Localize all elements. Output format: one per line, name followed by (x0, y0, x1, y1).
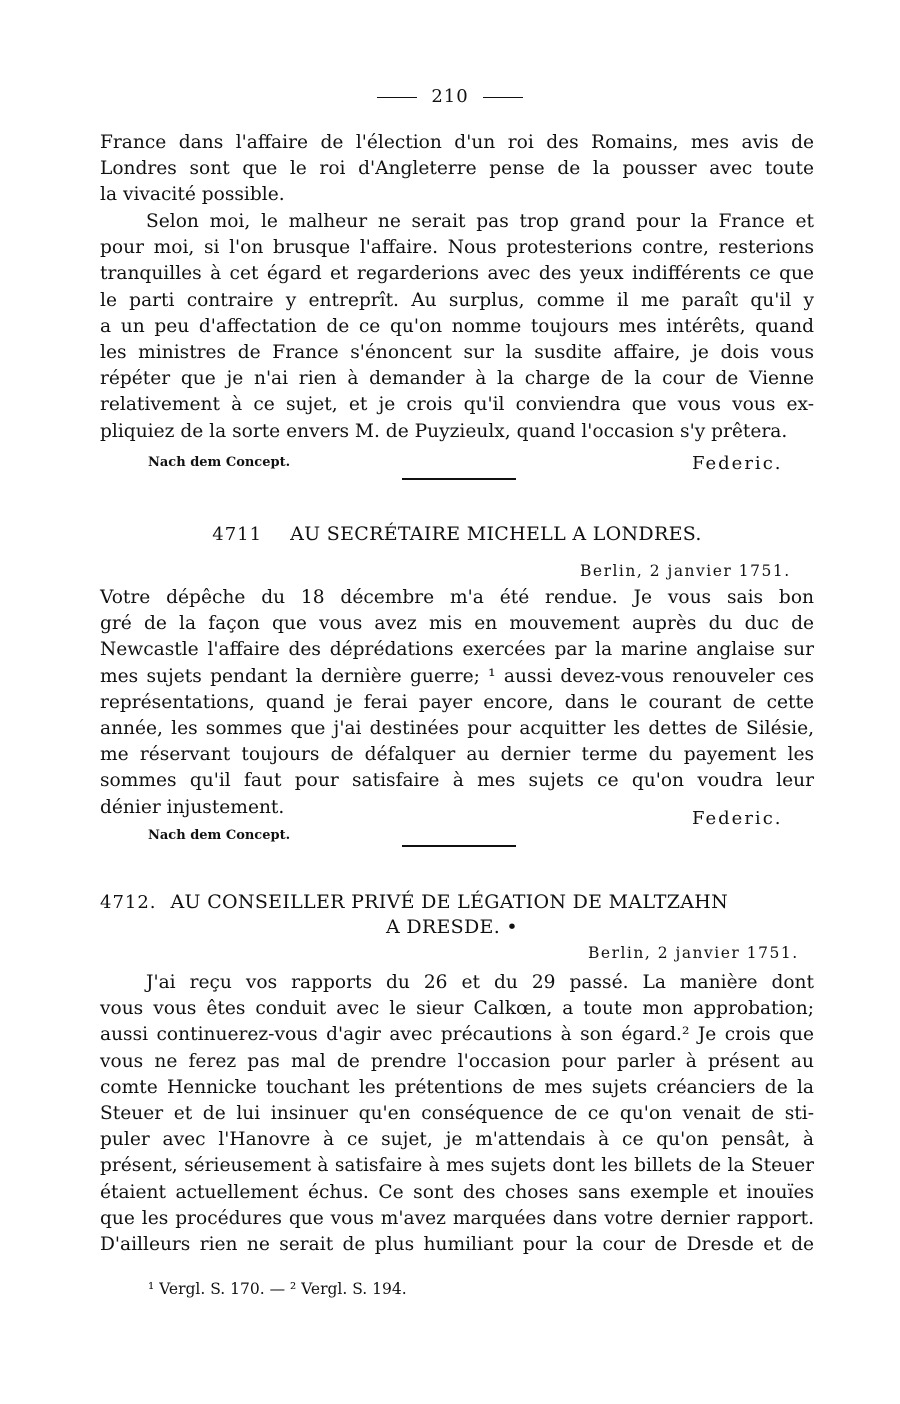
letter-number: 4712. (100, 892, 157, 913)
page-number: 210 (431, 86, 469, 107)
text-line: présent, sérieusement à satisfaire à mes sujets dont les billets de la Steuer (100, 1155, 814, 1177)
text-line: gré de la façon que vous avez mis en mouvement auprès du duc de (100, 613, 814, 635)
header-rule-left (377, 97, 417, 98)
text-line: Votre dépêche du 18 décembre m'a été rendue. Je vous sais bon (100, 587, 814, 608)
footnotes: ¹ Vergl. S. 170. — ² Vergl. S. 194. (148, 1280, 407, 1298)
letter-title: AU SECRÉTAIRE MICHELL A LONDRES. (290, 523, 702, 545)
text-line: France dans l'affaire de l'élection d'un roi des Romains, mes avis de (100, 132, 814, 153)
text-line: année, les sommes que j'ai destinées pour acquitter les dettes de Silésie, (100, 718, 814, 740)
source-note: Nach dem Concept. (148, 455, 291, 470)
text-line: pliquiez de la sorte envers M. de Puyzieulx, quand l'occasion s'y prêtera. (100, 420, 788, 442)
signature: Federic. (692, 808, 783, 829)
text-line: Steuer et de lui insinuer qu'en conséquence de ce qu'on venait de sti- (100, 1103, 814, 1125)
text-line: vous vous êtes conduit avec le sieur Calkœn, a toute mon approbation; (100, 998, 814, 1020)
text-line: Londres sont que le roi d'Angleterre pense de la pousser avec toute (100, 158, 814, 180)
signature: Federic. (692, 453, 783, 474)
text-line: me réservant toujours de défalquer au dernier terme du payement les (100, 744, 814, 766)
letter-heading (100, 523, 814, 545)
letter-title: AU CONSEILLER PRIVÉ DE LÉGATION DE MALTZAHN (170, 891, 729, 913)
text-line: dénier injustement. (100, 796, 285, 818)
text-line: relativement à ce sujet, et je crois qu'il conviendra que vous vous ex- (100, 394, 814, 416)
dateline: Berlin, 2 janvier 1751. (580, 562, 791, 580)
letter-body (100, 970, 814, 1258)
text-line: aussi continuerez-vous d'agir avec précautions à son égard.² Je crois que (100, 1024, 814, 1046)
header-rule-right (483, 97, 523, 98)
text-line: répéter que je n'ai rien à demander à la charge de la cour de Vienne (100, 368, 814, 390)
text-line: tranquilles à cet égard et regarderions avec des yeux indifférents ce que (100, 263, 814, 285)
text-line: D'ailleurs rien ne serait de plus humiliant pour la cour de Dresde et de (100, 1234, 814, 1256)
text-line: représentations, quand je ferai payer encore, dans le courant de cette (100, 691, 814, 713)
dateline: Berlin, 2 janvier 1751. (588, 944, 799, 962)
letter-number: 4711 (212, 524, 263, 545)
text-line: a un peu d'affectation de ce qu'on nomme toujours mes intérêts, quand (100, 315, 814, 337)
text-line: J'ai reçu vos rapports du 26 et du 29 passé. La manière dont (146, 972, 814, 993)
section-divider (402, 478, 516, 480)
intro-paragraph (100, 130, 814, 209)
text-line: puler avec l'Hanovre à ce sujet, je m'attendais à ce qu'on pensât, à (100, 1129, 814, 1151)
letter-body (100, 585, 814, 821)
page-header (0, 86, 900, 107)
text-line: comte Hennicke touchant les prétentions de mes sujets créanciers de la (100, 1076, 814, 1098)
text-line: mes sujets pendant la dernière guerre; ¹ aussi devez-vous renouveler ces (100, 665, 814, 687)
paragraph-selon-moi (100, 209, 814, 445)
letter-heading-continued: A DRESDE. • (386, 916, 518, 938)
text-line: Selon moi, le malheur ne serait pas trop grand pour la France et (146, 211, 814, 232)
source-note: Nach dem Concept. (148, 828, 291, 843)
text-line: pour moi, si l'on brusque l'affaire. Nous protesterions contre, resterions (100, 237, 814, 259)
text-line: vous ne ferez pas mal de prendre l'occasion pour parler à présent au (100, 1050, 814, 1072)
text-line: Newcastle l'affaire des déprédations exercées par la marine anglaise sur (100, 639, 814, 661)
text-line: étaient actuellement échus. Ce sont des choses sans exemple et inouïes (100, 1181, 814, 1203)
letter-heading (100, 891, 814, 913)
section-divider (402, 845, 516, 847)
text-line: le parti contraire y entreprît. Au surplus, comme il me paraît qu'il y (100, 289, 814, 311)
text-line: la vivacité possible. (100, 184, 285, 206)
text-line: que les procédures que vous m'avez marquées dans votre dernier rapport. (100, 1207, 814, 1229)
text-line: sommes qu'il faut pour satisfaire à mes sujets ce qu'on voudra leur (100, 770, 814, 792)
text-line: les ministres de France s'énoncent sur la susdite affaire, je dois vous (100, 342, 814, 364)
